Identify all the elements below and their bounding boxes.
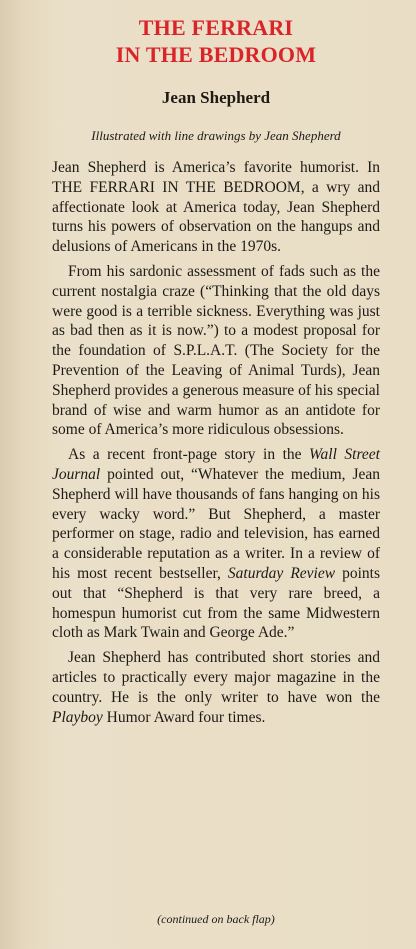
paragraph-4-text-c: Humor Award four times. [102, 708, 266, 726]
paragraph-1: Jean Shepherd is America’s favorite humorist. In THE FERRARI IN THE BEDROOM, a wry and affectionate look at America today, Jean Shepherd turns his powers of observation on the hangups and delusions of Americans in the 1970s. [52, 159, 380, 256]
paragraph-4-text-a: Jean Shepherd has contributed short stories and articles to practically every major magazine in the country. He is the only writer to have won the [52, 649, 380, 706]
paragraph-4 [52, 648, 380, 727]
book-title-line-1: THE FERRARI [138, 15, 294, 40]
paragraph-3 [52, 445, 380, 643]
book-title-line-2: IN THE BEDROOM [115, 42, 317, 67]
publication-wall-street-journal: Wall Street Journal [52, 446, 380, 483]
paragraph-3-text-a: As a recent front-page story in the [68, 446, 310, 464]
paragraph-3-text-c: pointed out, “Whatever the medium, Jean Shepherd will have thousands of fans hanging on his every wacky word.” But Shepherd, a master performer on stage, radio and television, has earned a considerable reputation as a writer. In a review of his most recent bestseller, [52, 465, 380, 582]
author-name: Jean Shepherd [161, 88, 271, 107]
flap-body [52, 158, 380, 727]
illustration-credit: Illustrated with line drawings by Jean Shepherd [91, 128, 341, 143]
publication-playboy: Playboy [52, 708, 103, 726]
book-title [52, 14, 380, 68]
paragraph-3-text-e: points out that “Shepherd is that very rare breed, a homespun humorist cut from the same Midwestern cloth as Mark Twain and George Ade.” [52, 564, 380, 642]
continued-note: (continued on back flap) [157, 912, 275, 926]
publication-saturday-review: Saturday Review [227, 564, 336, 582]
paragraph-2: From his sardonic assessment of fads such as the current nostalgia craze (“Thinking that the old days were good is a terrible sickness. Everything was just as bad then as it is now.”) to a modest proposal for the foundation of S.P.L.A.T. (The Society for the Prevention of the Leaving of Animal Turds), Jean Shepherd provides a generous measure of his special brand of wise and warm humor as an antidote for some of America’s more ridiculous obsessions. [52, 262, 380, 439]
